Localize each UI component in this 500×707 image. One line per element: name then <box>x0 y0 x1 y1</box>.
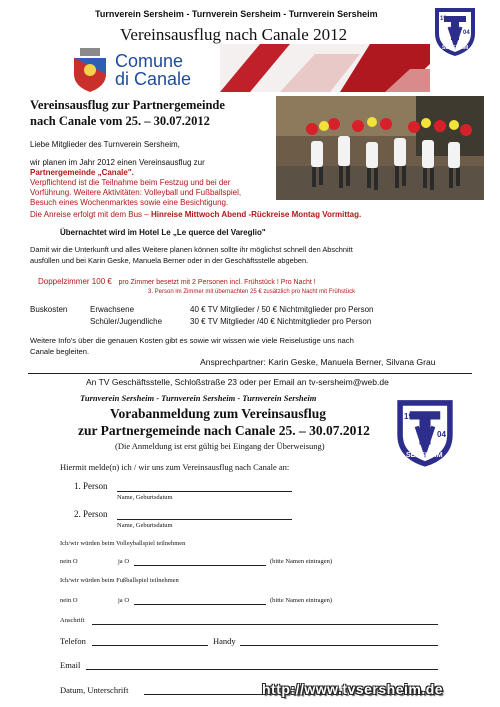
trip-info-line: Canale begleiten. <box>30 347 90 356</box>
mobile-label: Handy <box>213 636 236 646</box>
header-club-line: Turnverein Sersheim - Turnverein Sersheim - Turnverein Sersheim <box>95 9 378 19</box>
page-title: Vereinsausflug nach Canale 2012 <box>120 25 348 44</box>
website-link[interactable]: http://www.tvsersheim.de <box>262 681 444 697</box>
volleyball-yes-option[interactable]: ja O <box>118 558 130 565</box>
trip-heading-line2: nach Canale vom 25. – 30.07.2012 <box>30 114 210 128</box>
signature-input[interactable] <box>144 694 262 695</box>
trip-hotel: Übernachtet wird im Hotel Le „Le querce del Vareglio" <box>60 228 266 237</box>
person1-hint: Name, Geburtsdatum <box>117 494 173 501</box>
bus-youth-price: 30 € TV Mitglieder /40 € Nichtmitglieder pro Person <box>190 317 372 326</box>
room-double-price: Doppelzimmer 100 € <box>38 277 112 286</box>
trip-travel-prefix: Die Anreise erfolgt mit dem Bus – <box>30 210 151 219</box>
trip-travel-dates: Hinreise Mittwoch Abend -Rückreise Montag Vormittag. <box>150 210 362 219</box>
mobile-input[interactable] <box>240 645 438 646</box>
form-logo-year-left: 19 <box>404 412 413 421</box>
room-third-person: 3. Person im Zimmer mit übernachten 25 € zusätzlich pro Nacht mit Frühstück <box>148 289 356 295</box>
bus-label: Buskosten <box>30 305 68 314</box>
volleyball-question: Ich/wir würden beim Volleyballspiel teilnehmen <box>60 540 186 547</box>
logo-year-left: 19 <box>440 16 447 22</box>
canale-crest-icon <box>70 48 110 92</box>
volleyball-no-option[interactable]: nein O <box>60 558 78 565</box>
football-names-input[interactable] <box>134 604 266 605</box>
form-heading-line1: Vorabanmeldung zum Vereinsausflug <box>110 406 327 421</box>
logo-year-right: 04 <box>463 30 470 36</box>
trip-travel-line <box>30 210 361 219</box>
comune-name: di Canale <box>115 69 192 89</box>
phone-label: Telefon <box>60 636 86 646</box>
trip-partner-label: Partnergemeinde „Canale". <box>30 168 134 177</box>
person1-label: 1. Person <box>74 481 108 491</box>
form-logo-name: SERSHEIM <box>406 452 443 459</box>
football-no-option[interactable]: nein O <box>60 597 78 604</box>
form-logo-year-right: 04 <box>437 430 446 439</box>
bus-adult-price: 40 € TV Mitglieder / 50 € Nichtmitglieder pro Person <box>190 305 374 314</box>
return-address: An TV Geschäftsstelle, Schloßstraße 23 oder per Email an tv-sersheim@web.de <box>86 377 389 387</box>
address-input[interactable] <box>92 624 438 625</box>
comune-label: Comune <box>115 51 184 71</box>
form-note: (Die Anmeldung ist erst gültig bei Eingang der Überweisung) <box>115 441 325 451</box>
football-question: Ich/wir würden beim Fußballspiel teilnehmen <box>60 577 179 584</box>
football-names-hint: (bitte Namen eintragen) <box>270 597 333 604</box>
person2-label: 2. Person <box>74 509 108 519</box>
football-yes-option[interactable]: ja O <box>118 597 130 604</box>
decorative-banner <box>220 44 430 92</box>
trip-paragraph-line: ausfüllen und bei Karin Geske, Manuela Berner oder in der Geschäftsstelle abgeben. <box>30 256 309 265</box>
trip-heading-line1: Vereinsausflug zur Partnergemeinde <box>30 98 225 112</box>
trip-paragraph-line: Besuch eines Wochenmarktes sowie eine Besichtigung. <box>30 198 229 207</box>
form-tv-club-logo <box>393 396 457 468</box>
dancers-photo <box>276 96 484 200</box>
logo-name: SERSHEIM <box>442 45 469 51</box>
person1-input[interactable] <box>117 491 292 492</box>
trip-paragraph-line: Verpflichtend ist die Teilnahme beim Festzug und bei der <box>30 178 231 187</box>
bus-adult-label: Erwachsene <box>90 305 135 314</box>
room-price-line <box>38 277 316 286</box>
volleyball-names-hint: (bitte Namen eintragen) <box>270 558 333 565</box>
email-input[interactable] <box>86 669 438 670</box>
trip-paragraph-line: wir planen im Jahr 2012 einen Vereinsausflug zur <box>30 158 205 167</box>
signature-label: Datum, Unterschrift <box>60 685 129 695</box>
email-label: Email <box>60 660 81 670</box>
section-divider <box>28 373 472 374</box>
tv-club-logo <box>432 5 478 57</box>
bus-youth-label: Schüler/Jugendliche <box>90 317 163 326</box>
form-intro: Hiermit melde(n) ich / wir uns zum Vereinsausflug nach Canale an: <box>60 462 290 472</box>
trip-greeting: Liebe Mitglieder des Turnverein Sersheim, <box>30 140 180 149</box>
trip-paragraph-line: Vorführung. Weitere Aktivitäten: Volleyball und Fußballspiel, <box>30 188 242 197</box>
person2-input[interactable] <box>117 519 292 520</box>
person2-hint: Name, Geburtsdatum <box>117 522 173 529</box>
trip-info-line: Weitere Info's über die genauen Kosten gibt es sowie wir wissen wie viele Reiselustige uns nach <box>30 336 354 345</box>
form-club-line: Turnverein Sersheim - Turnverein Sersheim - Turnverein Sersheim <box>80 393 317 403</box>
volleyball-names-input[interactable] <box>134 565 266 566</box>
form-heading-line2: zur Partnergemeinde nach Canale 25. – 30.07.2012 <box>78 423 370 438</box>
trip-contact: Ansprechpartner: Karin Geske, Manuela Berner, Silvana Grau <box>200 357 436 367</box>
address-label: Anschrift <box>60 617 85 624</box>
phone-input[interactable] <box>92 645 208 646</box>
room-double-text: pro Zimmer besetzt mit 2 Personen incl. Frühstück ! Pro Nacht ! <box>118 279 316 286</box>
trip-paragraph-line: Damit wir die Unterkunft und alles Weitere planen können sollte ihr möglichst schnell den Abschnitt <box>30 245 353 254</box>
